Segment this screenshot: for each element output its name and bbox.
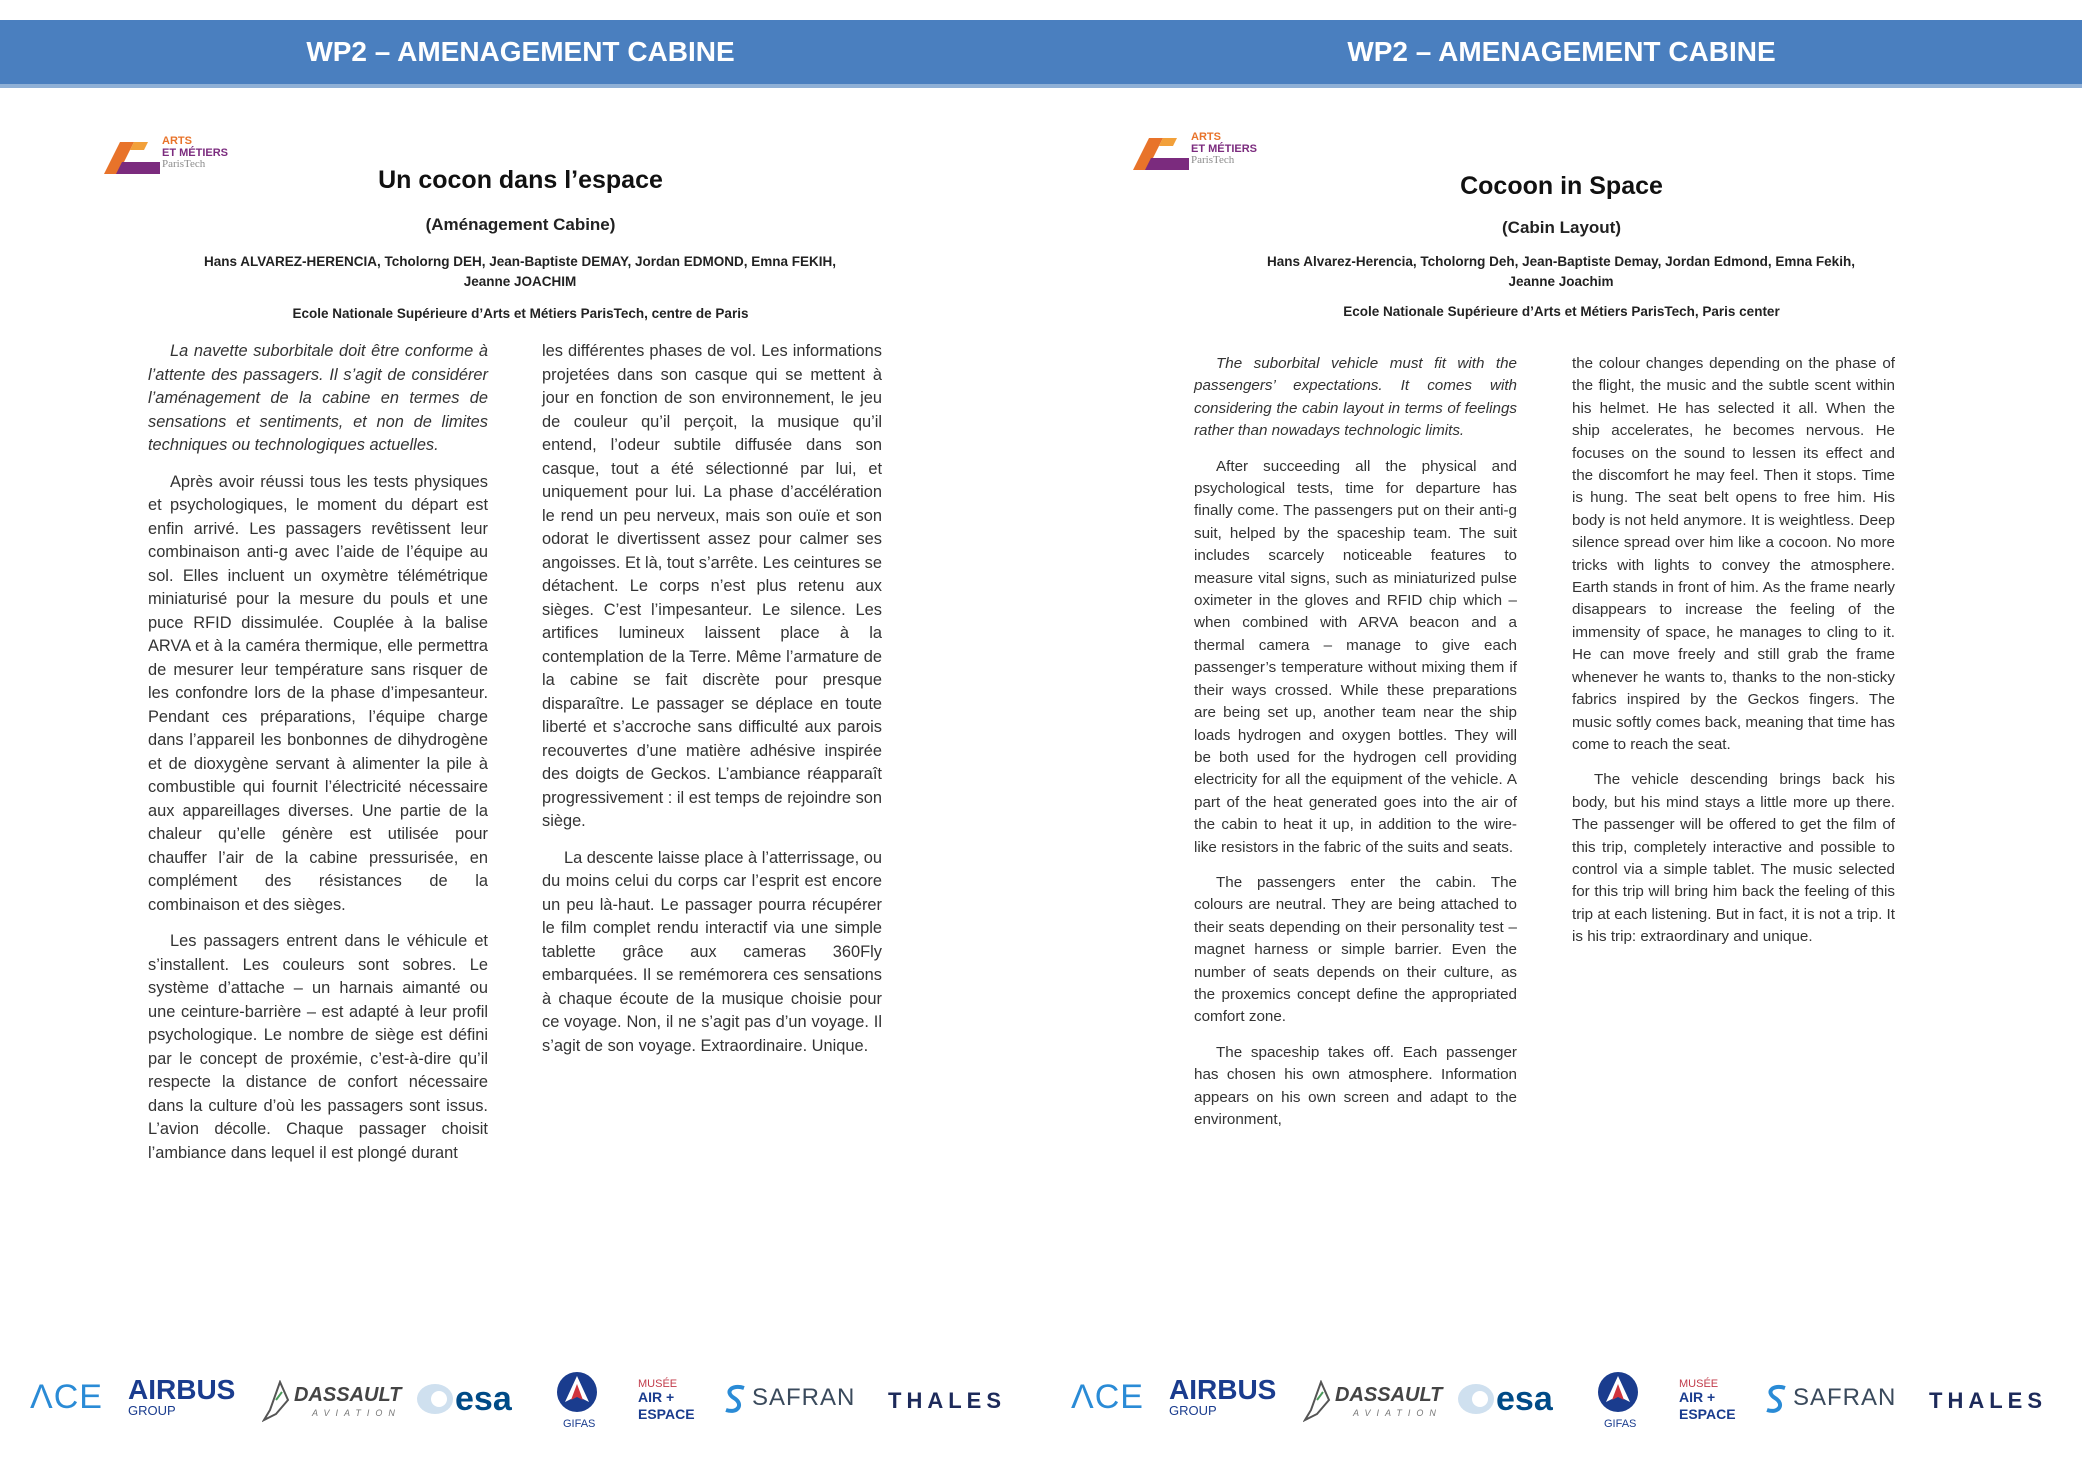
text-column-2 [1572, 353, 1895, 962]
airbus-logo-sub: GROUP [1169, 1403, 1217, 1418]
logo-line2: ET MÉTIERS [162, 147, 229, 159]
safran-logo-text: SAFRAN [752, 1384, 856, 1411]
airbus-logo-text: AIRBUS [128, 1374, 236, 1405]
airbus-group-logo [1169, 1376, 1279, 1436]
esa-logo-text: esa [1496, 1380, 1553, 1418]
esa-logo-text: esa [455, 1380, 512, 1418]
page-subtitle: (Aménagement Cabine) [425, 215, 616, 234]
esa-icon [415, 1382, 455, 1416]
body-paragraph: the colour changes depending on the phase of the flight, the music and the subtle scent within his helmet. He has selected it all. When the ship accelerates, he becomes nervous. He focuses on the sound to lessen its effect and the discomfort he may feel. Then it stops. Time is hung. The seat belt opens to free him. His body is not held anymore. It is weightless. Deep silence spread over him like a cocoon. No more tricks with lights to convey the atmosphere. Earth stands in front of him. As the frame nearly disappears to increase the feeling of the immensity of space, he manages to cling to it. He can move freely and still grab the frame whenever he wants to, thanks to the non-sticky fabrics inspired by the Geckos fingers. The music softly comes back, meaning that time has come to reach the seat. [1572, 355, 1895, 753]
body-paragraph: The spaceship takes off. Each passenger has chosen his own atmosphere. Information appears on his own screen and adapt to the environment, [1194, 1043, 1517, 1128]
banner-title: WP2 – AMENAGEMENT CABINE [1347, 36, 1776, 67]
safran-logo [1763, 1382, 1903, 1442]
body-paragraph: Après avoir réussi tous les tests physiques et psychologiques, le moment du départ est enfin arrivé. Les passagers revêtissent leur combinaison anti-g avec l’aide de l’équipe au sol. Elles incluent un oxymètre télémétrique miniaturisé pour la mesure du pouls et une puce RFID dissimulée. Couplée à la balise ARVA et à la caméra thermique, elle permettra de mesurer leur température sans risquer de les confondre lors de la phase d’impesanteur. Pendant ces préparations, l’équipe charge dans l’appareil les bonbonnes de dihydrogène et de dioxygène servant à alimenter la pile à combustible qui fournit l’électricité nécessaire aux appareillages diverses. Une partie de la chaleur qu’elle génère est utilisée pour chauffer l’air de la cabine pressurisée, en complément des résistances de la combinaison et des sièges. [148, 472, 488, 914]
banner-title: WP2 – AMENAGEMENT CABINE [306, 36, 735, 67]
thales-logo: THALES [1929, 1388, 2047, 1413]
authors-line2: Jeanne JOACHIM [463, 274, 577, 289]
body-paragraph: The passengers enter the cabin. The colours are neutral. They are being attached to their seats depending on their personality test – magnet harness or simple barrier. Even the number of seats depends on their culture, as the proxemics concept define the appropriated comfort zone. [1194, 873, 1517, 1026]
gifas-logo-text: GIFAS [563, 1418, 596, 1430]
musee-line1: MUSÉE [638, 1378, 678, 1390]
safran-icon [722, 1382, 750, 1416]
gifas-icon [1596, 1370, 1640, 1416]
gifas-logo [1596, 1370, 1640, 1430]
musee-line3: ESPACE [638, 1406, 695, 1422]
body-paragraph: La descente laisse place à l’atterrissage, ou du moins celui du corps car l’esprit est encore un peu là-haut. Le passager pourra récupérer le film complet rendu interactif via une simple tablette grâce aux cameras 360Fly embarquées. Il se remémorera ces sensations à chaque écoute de la musique choisie pour ce voyage. Non, il ne s’agit pas d’un voyage. Il s’agit de son voyage. Extraordinaire. Unique. [542, 848, 882, 1055]
musee-line2: AIR + [1679, 1389, 1716, 1405]
gifas-logo-text: GIFAS [1604, 1418, 1637, 1430]
musee-line2: AIR + [638, 1389, 675, 1405]
dassault-logo-sub: AVIATION [1353, 1408, 1442, 1418]
body-paragraph: After succeeding all the physical and psychological tests, time for departure has finally come. The passengers put on their anti-g suit, helped by the spaceship team. The suit includes scarcely noticeable features to measure vital signs, such as miniaturized pulse oximeter in the gloves and RFID chip which – when combined with ARVA beacon and a thermal camera – manage to give each passenger’s temperature without mixing them if their ways crossed. While these preparations are being set up, another team near the ship loads hydrogen and oxygen bottles. They will be both used for the hydrogen cell providing electricity for all the equipment of the vehicle. A part of the heat generated goes into the air of the cabin to heat it up, in addition to the wire-like resistors in the fabric of the suits and seats. [1194, 457, 1517, 856]
gifas-icon [555, 1370, 599, 1416]
partner-logos-footer [0, 1370, 1041, 1430]
musee-air-espace-logo [1679, 1378, 1749, 1438]
abstract-paragraph: The suborbital vehicle must fit with the passengers’ expectations. It comes with considering the cabin layout in terms of feelings rather than nowadays technologic limits. [1194, 355, 1517, 440]
logo-line2: ET MÉTIERS [1191, 143, 1258, 155]
airbus-logo-sub: GROUP [128, 1403, 176, 1418]
authors [1211, 252, 1911, 292]
musee-line1: MUSÉE [1679, 1378, 1719, 1390]
ace-logo: ΛCE [1071, 1378, 1144, 1416]
partner-logos-footer [1041, 1370, 2082, 1430]
dassault-logo-text: DASSAULT [294, 1384, 402, 1406]
page-title: Un cocon dans l’espace [378, 166, 663, 194]
body-paragraph: The vehicle descending brings back his body, but his mind stays a little more up there. The passenger will be offered to get the film of this trip, completely interactive and possible to control via a simple tablet. The music selected for this trip will bring him back the feeling of this trip at each listening. But in fact, it is not a trip. It is his trip: extraordinary and unique. [1572, 771, 1895, 946]
affiliation: Ecole Nationale Supérieure d’Arts et Métiers ParisTech, Paris center [1343, 304, 1780, 319]
musee-line3: ESPACE [1679, 1406, 1736, 1422]
logo-line3: ParisTech [162, 158, 206, 170]
dassault-icon [262, 1380, 292, 1424]
authors-line1: Hans ALVAREZ-HERENCIA, Tcholorng DEH, Jean-Baptiste DEMAY, Jordan EDMOND, Emna FEKIH, [203, 254, 837, 269]
body-paragraph: les différentes phases de vol. Les informations projetées dans son casque qui se mettent à jour en fonction de son environnement, le jeu de couleur qu’il perçoit, la musique qu’il entend, l’odeur subtile diffusée dans son casque, tout a été sélectionné par lui, et uniquement pour lui. La phase d’accélération le rend un peu nerveux, mais son ouïe et son odorat le divertissent assez pour calmer ses angoisses. Et là, tout s’arrête. Les ceintures se détachent. Le corps n’est plus retenu aux sièges. C’est l’impesanteur. Le silence. Les artifices lumineux laissent place à la contemplation de la Terre. Même l’armature de la cabine se fait discrète pour presque disparaître. Le passager se déplace en toute liberté et s’accroche sans difficulté aux parois recouvertes d’une matière adhésive inspirée des doigts de Geckos. L’ambiance réapparaît progressivement : il est temps de rejoindre son siège. [542, 342, 882, 830]
page-title: Cocoon in Space [1460, 172, 1663, 200]
logo-line1: ARTS [1191, 131, 1221, 143]
arts-et-metiers-logo-icon [1133, 136, 1189, 172]
text-column-2 [542, 340, 882, 1071]
safran-logo [722, 1382, 862, 1442]
text-column-1 [1194, 353, 1517, 1144]
safran-logo-text: SAFRAN [1793, 1384, 1897, 1411]
page-subtitle: (Cabin Layout) [1502, 218, 1621, 237]
gifas-logo [555, 1370, 599, 1430]
dassault-aviation-logo [1303, 1380, 1443, 1440]
header-banner [0, 20, 1041, 88]
dassault-icon [1303, 1380, 1333, 1424]
abstract-paragraph: La navette suborbitale doit être conforme à l’attente des passagers. Il s’agit de considérer l’aménagement de la cabine en termes de sensations et sentiments, et non de limites techniques ou technologiques actuelles. [148, 342, 488, 454]
airbus-group-logo [128, 1376, 238, 1436]
affiliation: Ecole Nationale Supérieure d’Arts et Métiers ParisTech, centre de Paris [292, 306, 749, 321]
authors [140, 252, 900, 292]
esa-logo [1456, 1378, 1566, 1438]
dassault-aviation-logo [262, 1380, 402, 1440]
musee-air-espace-logo [638, 1378, 708, 1438]
esa-icon [1456, 1382, 1496, 1416]
page-english [1041, 0, 2082, 1469]
airbus-logo-text: AIRBUS [1169, 1374, 1277, 1405]
ace-logo: ΛCE [30, 1378, 103, 1416]
esa-logo [415, 1378, 525, 1438]
text-column-1 [148, 340, 488, 1178]
logo-line3: ParisTech [1191, 154, 1235, 166]
dassault-logo-sub: AVIATION [312, 1408, 401, 1418]
header-banner [1041, 20, 2082, 88]
logo-line1: ARTS [162, 135, 192, 147]
thales-logo: THALES [888, 1388, 1006, 1413]
dassault-logo-text: DASSAULT [1335, 1384, 1443, 1406]
body-paragraph: Les passagers entrent dans le véhicule et s’installent. Les couleurs sont sobres. Le système d’attache – un harnais aimanté ou une ceinture-barrière – est adapté à leur profil psychologique. Le nombre de siège est défini par le concept de proxémie, c’est-à-dire qu’il respecte la distance de confort nécessaire dans la culture d’où les passagers sont issus. L’avion décolle. Chaque passager choisit l’ambiance dans lequel il est plongé durant [148, 932, 488, 1162]
authors-line2: Jeanne Joachim [1508, 274, 1614, 289]
safran-icon [1763, 1382, 1791, 1416]
authors-line1: Hans Alvarez-Herencia, Tcholorng Deh, Jean-Baptiste Demay, Jordan Edmond, Emna Fekih, [1267, 254, 1855, 269]
